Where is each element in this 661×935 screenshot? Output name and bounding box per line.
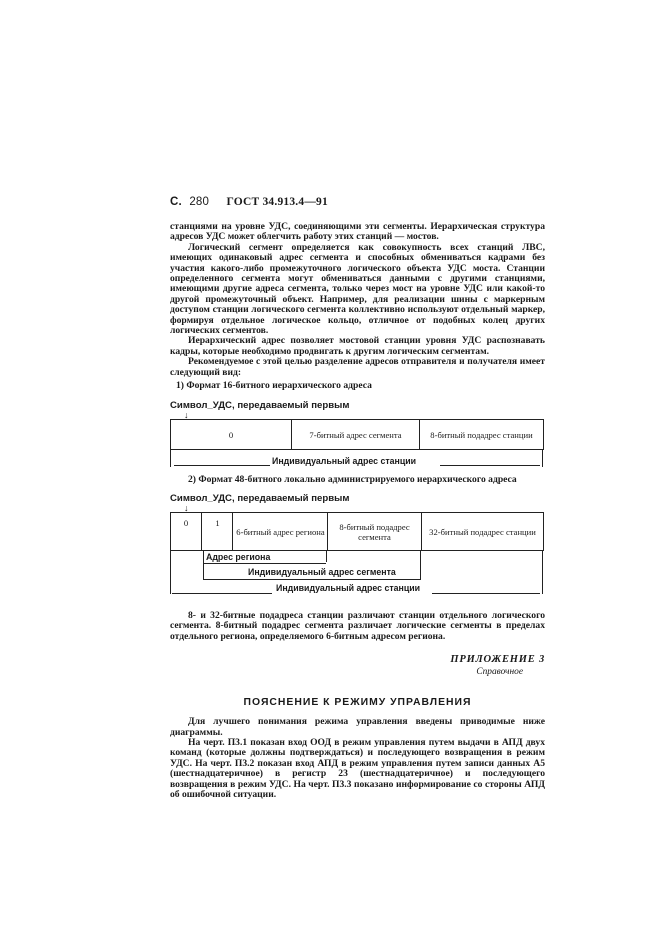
bracket-right bbox=[542, 449, 543, 467]
down-arrow-icon: ↓ bbox=[184, 502, 189, 513]
station-address-label: Индивидуальный адрес станции bbox=[276, 582, 421, 593]
paragraph: На черт. П3.1 показан вход ООД в режим управления путем выдачи в АПД двух команд (которые должны подтверждаться) и последующего возвращения в режим УДС. На черт. П3.2 показан вход АПД в режим управления путем записи данных А5 (шестнадцатеричное) в регистр 23 (шестнадцатеричное) и последующего возвращения в режим УДС. На черт. П3.3 показано информирование со стороны АПД об ошибочной ситуации. bbox=[170, 736, 545, 800]
format1-fields bbox=[170, 419, 544, 450]
field-segment-address: 7-битный адрес сегмента bbox=[292, 420, 420, 450]
field-station-subaddress: 8-битный подадрес станции bbox=[430, 429, 533, 440]
bracket-right bbox=[542, 550, 543, 594]
region-address-label: Адрес региона bbox=[206, 551, 271, 562]
station-bracket-line bbox=[172, 593, 272, 594]
segment-address-label: Индивидуальный адрес сегмента bbox=[248, 566, 396, 577]
format1-diagram bbox=[170, 419, 545, 469]
document-page bbox=[170, 196, 545, 800]
segment-bracket-right bbox=[420, 550, 421, 580]
paragraph: Для лучшего понимания режима управления введены приводимые ниже диаграммы. bbox=[170, 716, 545, 738]
field-station-subaddress: 32-битный подадрес станции bbox=[429, 526, 536, 537]
field-one: 1 bbox=[203, 513, 233, 551]
format2-symbol-label: Символ_УДС, передаваемый первым bbox=[170, 492, 350, 504]
field-segment-subaddress: 8-битный подадрес сегмента bbox=[328, 513, 422, 551]
format1-title: 1) Формат 16-битного иерархического адреса bbox=[176, 380, 372, 392]
standard-code: ГОСТ 34.913.4—91 bbox=[226, 196, 328, 208]
format2-fields bbox=[170, 512, 544, 551]
page-number: 280 bbox=[189, 196, 210, 208]
station-address-label: Индивидуальный адрес станции bbox=[272, 455, 417, 466]
segment-bracket-left bbox=[203, 550, 204, 580]
paragraph: Рекомендуемое с этой целью разделение адресов отправителя и получателя имеет следующий вид: bbox=[170, 356, 545, 378]
appendix-label: ПРИЛОЖЕНИЕ 3 bbox=[450, 654, 545, 666]
paragraph: 8- и 32-битные подадреса станции различают станции отдельного логического сегмента. 8-битный подадрес сегмента различает логические сегменты в пределах отдельного региона, определяемого 6-битным адресом региона. bbox=[170, 609, 545, 642]
field-zero: 0 bbox=[171, 513, 202, 551]
station-bracket-line bbox=[432, 593, 540, 594]
format2-diagram bbox=[170, 512, 545, 607]
paragraph: Логический сегмент определяется как совокупность всех станций ЛВС, имеющих одинаковый адрес сегмента и способных обмениваться кадрами без участия какого-либо промежуточного логического объекта УДС моста. Станции определенного сегмента могут обмениваться данными с другими станциями, имеющими другие адреса сегмента, только через мост на уровне УДС или какой-то другой промежуточный объект. Например, для реализации шины с маркерным доступом станции логического сегмента коллективно используют отдельный маркер, формируя отдельное логическое кольцо, отличное от подобных колец других логических сегментов. bbox=[170, 241, 545, 337]
field-zero: 0 bbox=[171, 420, 292, 450]
region-bracket-right bbox=[326, 550, 327, 562]
appendix-type: Справочное bbox=[476, 667, 523, 678]
page-prefix: С. bbox=[170, 196, 182, 208]
format1-symbol-label: Символ_УДС, передаваемый первым bbox=[170, 399, 350, 411]
section-title: ПОЯСНЕНИЕ К РЕЖИМУ УПРАВЛЕНИЯ bbox=[243, 697, 472, 709]
bracket-left bbox=[170, 550, 171, 594]
paragraph: станциями на уровне УДС, соединяющими эти сегменты. Иерархическая структура адресов УДС может облегчить работу этих станций — мостов. bbox=[170, 221, 545, 243]
bracket-line bbox=[174, 465, 270, 466]
divider bbox=[170, 449, 543, 450]
segment-bracket-line bbox=[204, 579, 420, 580]
page-header bbox=[170, 196, 545, 208]
bracket-line bbox=[440, 465, 540, 466]
divider bbox=[170, 550, 543, 551]
region-bracket-line bbox=[204, 563, 326, 564]
format2-title: 2) Формат 48-битного локально администрируемого иерархического адреса bbox=[188, 473, 517, 485]
field-region-address: 6-битный адрес региона bbox=[234, 513, 328, 551]
paragraph: Иерархический адрес позволяет мостовой станции уровня УДС распознавать кадры, которые необходимо продвигать к другим логическим сегментам. bbox=[170, 335, 545, 357]
bracket-left bbox=[170, 449, 171, 467]
down-arrow-icon: ↓ bbox=[184, 409, 189, 420]
